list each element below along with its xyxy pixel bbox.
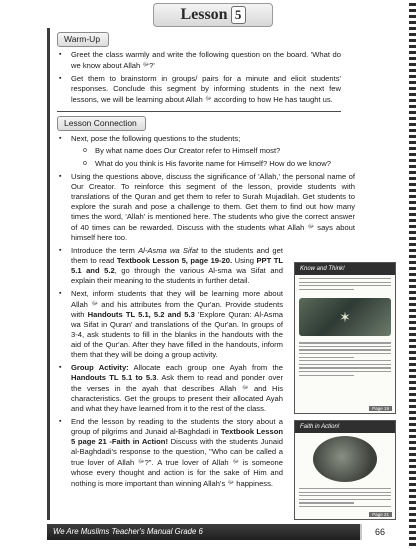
list-item: ▪ Group Activity: Allocate each group one Ayah from the Handouts TL 5.1 to 5.3. Ask them to read and ponder over the verses in the ayah that describes Allah $^ﷻ$ and His characteristics. Get the groups to present their allocated Ayah and what they have learned from it to the rest of the class.	[57, 363, 283, 414]
swt-glyph: ﷻ	[137, 459, 145, 465]
swt-glyph: ﷻ	[232, 459, 240, 465]
page-footer	[47, 524, 398, 540]
sub-item: o By what name does Our Creator refer to Himself most?	[71, 146, 355, 156]
thumbnail-heading: Know and Think!	[295, 263, 395, 275]
lesson-title	[153, 3, 273, 27]
textbook-page-thumbnail	[294, 420, 396, 520]
textbook-page-thumbnail	[294, 262, 396, 414]
question-sublist	[71, 146, 355, 169]
swt-glyph: ﷻ	[91, 301, 98, 307]
sub-item: o What do you think is His favorite name for Himself? How do we know?	[71, 159, 355, 169]
spiral-binding	[404, 0, 416, 549]
section-divider	[57, 111, 341, 112]
list-item: ▪ End the lesson by reading to the students the story about a group of pilgrims and Junaid al-Baghdadi in Textbook Lesson 5 page 21 -Faith in Action! Discuss with the students Junaid al-Baghdadi's response to the question, "Who can be called a true lover of Allah $^ﷻ$?". A true lover of Allah $^ﷻ$ is someone whose every thought and action is for the sake of Him and nothing is more important than winning Allah's $^ﷻ$ happiness.	[57, 417, 283, 489]
calligraphy-image: ✶	[299, 298, 391, 336]
footer-title: We Are Muslims Teacher's Manual Grade 6	[53, 527, 203, 536]
warmup-heading: Warm-Up	[57, 32, 109, 47]
swt-glyph: ﷻ	[241, 385, 249, 391]
kaaba-image	[313, 436, 377, 482]
thumbnail-text-lines	[295, 275, 395, 295]
list-item: ▪ Get them to brainstorm in groups/ pairs for a minute and elicit students' responses. Conclude this segment by informing students in the next few lessons, we will be learning about Allah $^ﷻ$ according to how He has taught us.	[57, 74, 341, 105]
lesson-connection-heading: Lesson Connection	[57, 116, 146, 131]
page-number: 66	[360, 524, 398, 540]
thumbnail-page-label: Page 19	[369, 406, 392, 411]
list-item: ▪ Next, pose the following questions to the students; o By what name does Our Creator refer to Himself most? o What do you think is His favorite name for Himself? How do we know?	[57, 134, 355, 169]
warmup-list	[57, 50, 341, 105]
swt-glyph: ﷻ	[307, 224, 315, 230]
thumbnail-page-label: Page 21	[369, 512, 392, 517]
list-item: ▪ Using the questions above, discuss the significance of 'Allah,' the personal name of Our Creator. To reinforce this segment of the lesson, provide students with translations of the Quran and get them to refer to Surah Mujadilah. Get students to explore the surah and pose a challenge to them. Get them to find out how many times the word, 'Allah' is mentioned here. The students who give the correct answer of 40 times can be rewarded. Discuss with the students what Allah $^ﷻ$ says about himself here too.	[57, 172, 355, 243]
thumbnail-heading: Faith in Action!	[295, 421, 395, 433]
list-item: ▪ Introduce the term Al-Asma wa Sifat to the students and get them to read Textbook Lesson 5, page 19-20. Using PPT TL 5.1 and 5.2, go through the various Al-sma wa Sifat and explain their meaning to the students in further detail.	[57, 246, 283, 286]
list-item: ▪ Next, inform students that they will be learning more about Allah $^ﷻ$ and his attributes from the Qur'an. Provide students with Handouts TL 5.1, 5.2 and 5.3 'Explore Quran: Al-Asma wa Sifat in Quran' and translations of the Qur'an. In groups of 3-4, ask students to fill in the blanks in the handouts with the aid of the Qur'an. After they have filled in the handouts, inform them that they will be doing a group activity.	[57, 289, 283, 360]
left-margin-rule	[47, 28, 50, 520]
swt-glyph: ﷻ	[142, 62, 150, 68]
list-item: ▪ Greet the class warmly and write the following question on the board. 'What do we know about Allah $^ﷻ$?'	[57, 50, 341, 71]
lesson-word: Lesson	[180, 6, 228, 23]
lesson-number: 5	[231, 6, 246, 24]
swt-glyph: ﷻ	[227, 480, 235, 486]
swt-glyph: ﷻ	[204, 96, 212, 102]
